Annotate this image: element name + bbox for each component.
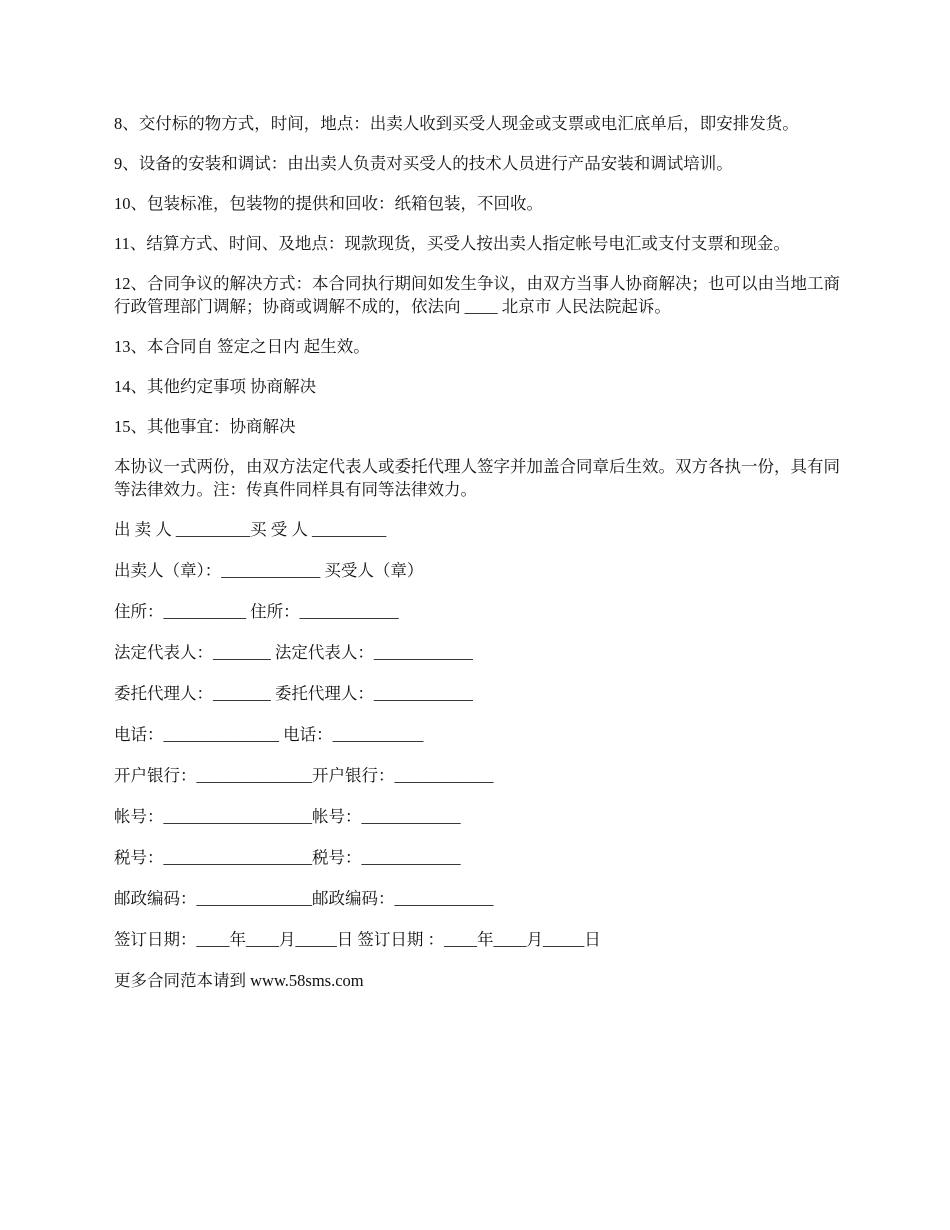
clause-11-settlement: 11、结算方式、时间、及地点：现款现货，买受人按出卖人指定帐号电汇或支付支票和现金。 <box>114 234 790 253</box>
clause-15-other-matters: 15、其他事宜：协商解决 <box>114 417 296 436</box>
clause-8-delivery: 8、交付标的物方式，时间，地点：出卖人收到买受人现金或支票或电汇底单后，即安排发货。 <box>114 114 799 133</box>
clause-12-dispute: 12、合同争议的解决方式：本合同执行期间如发生争议，由双方当事人协商解决；也可以由当地工商行政管理部门调解；协商或调解不成的，依法向 ____ 北京市 人民法院起诉。 <box>114 274 840 316</box>
document-body <box>114 112 844 1010</box>
signature-postcode: 邮政编码：______________邮政编码：____________ <box>114 889 494 908</box>
clause-10-packaging: 10、包装标准，包装物的提供和回收：纸箱包装，不回收。 <box>114 194 543 213</box>
signature-parties: 出 卖 人 _________买 受 人 _________ <box>114 520 387 539</box>
signature-legal-rep: 法定代表人：_______ 法定代表人：____________ <box>114 643 473 662</box>
clause-13-effective: 13、本合同自 签定之日内 起生效。 <box>114 337 370 356</box>
clause-14-other-terms: 14、其他约定事项 协商解决 <box>114 377 317 396</box>
clause-9-installation: 9、设备的安装和调试：由出卖人负责对买受人的技术人员进行产品安装和调试培训。 <box>114 154 733 173</box>
signature-seals: 出卖人（章）：____________ 买受人（章） <box>114 561 424 580</box>
signature-agent: 委托代理人：_______ 委托代理人：____________ <box>114 684 473 703</box>
footer-more-templates: 更多合同范本请到 www.58sms.com <box>114 971 364 990</box>
signature-tax-id: 税号：__________________税号：____________ <box>114 848 461 867</box>
signature-phone: 电话：______________ 电话：___________ <box>114 725 424 744</box>
agreement-copies-note: 本协议一式两份，由双方法定代表人或委托代理人签字并加盖合同章后生效。双方各执一份，具有同等法律效力。注：传真件同样具有同等法律效力。 <box>114 457 840 499</box>
signature-address: 住所：__________ 住所：____________ <box>114 602 399 621</box>
signature-bank: 开户银行：______________开户银行：____________ <box>114 766 494 785</box>
signature-date: 签订日期：____年____月_____日 签订日期 ：____年____月_____日 <box>114 930 601 949</box>
signature-account: 帐号：__________________帐号：____________ <box>114 807 461 826</box>
